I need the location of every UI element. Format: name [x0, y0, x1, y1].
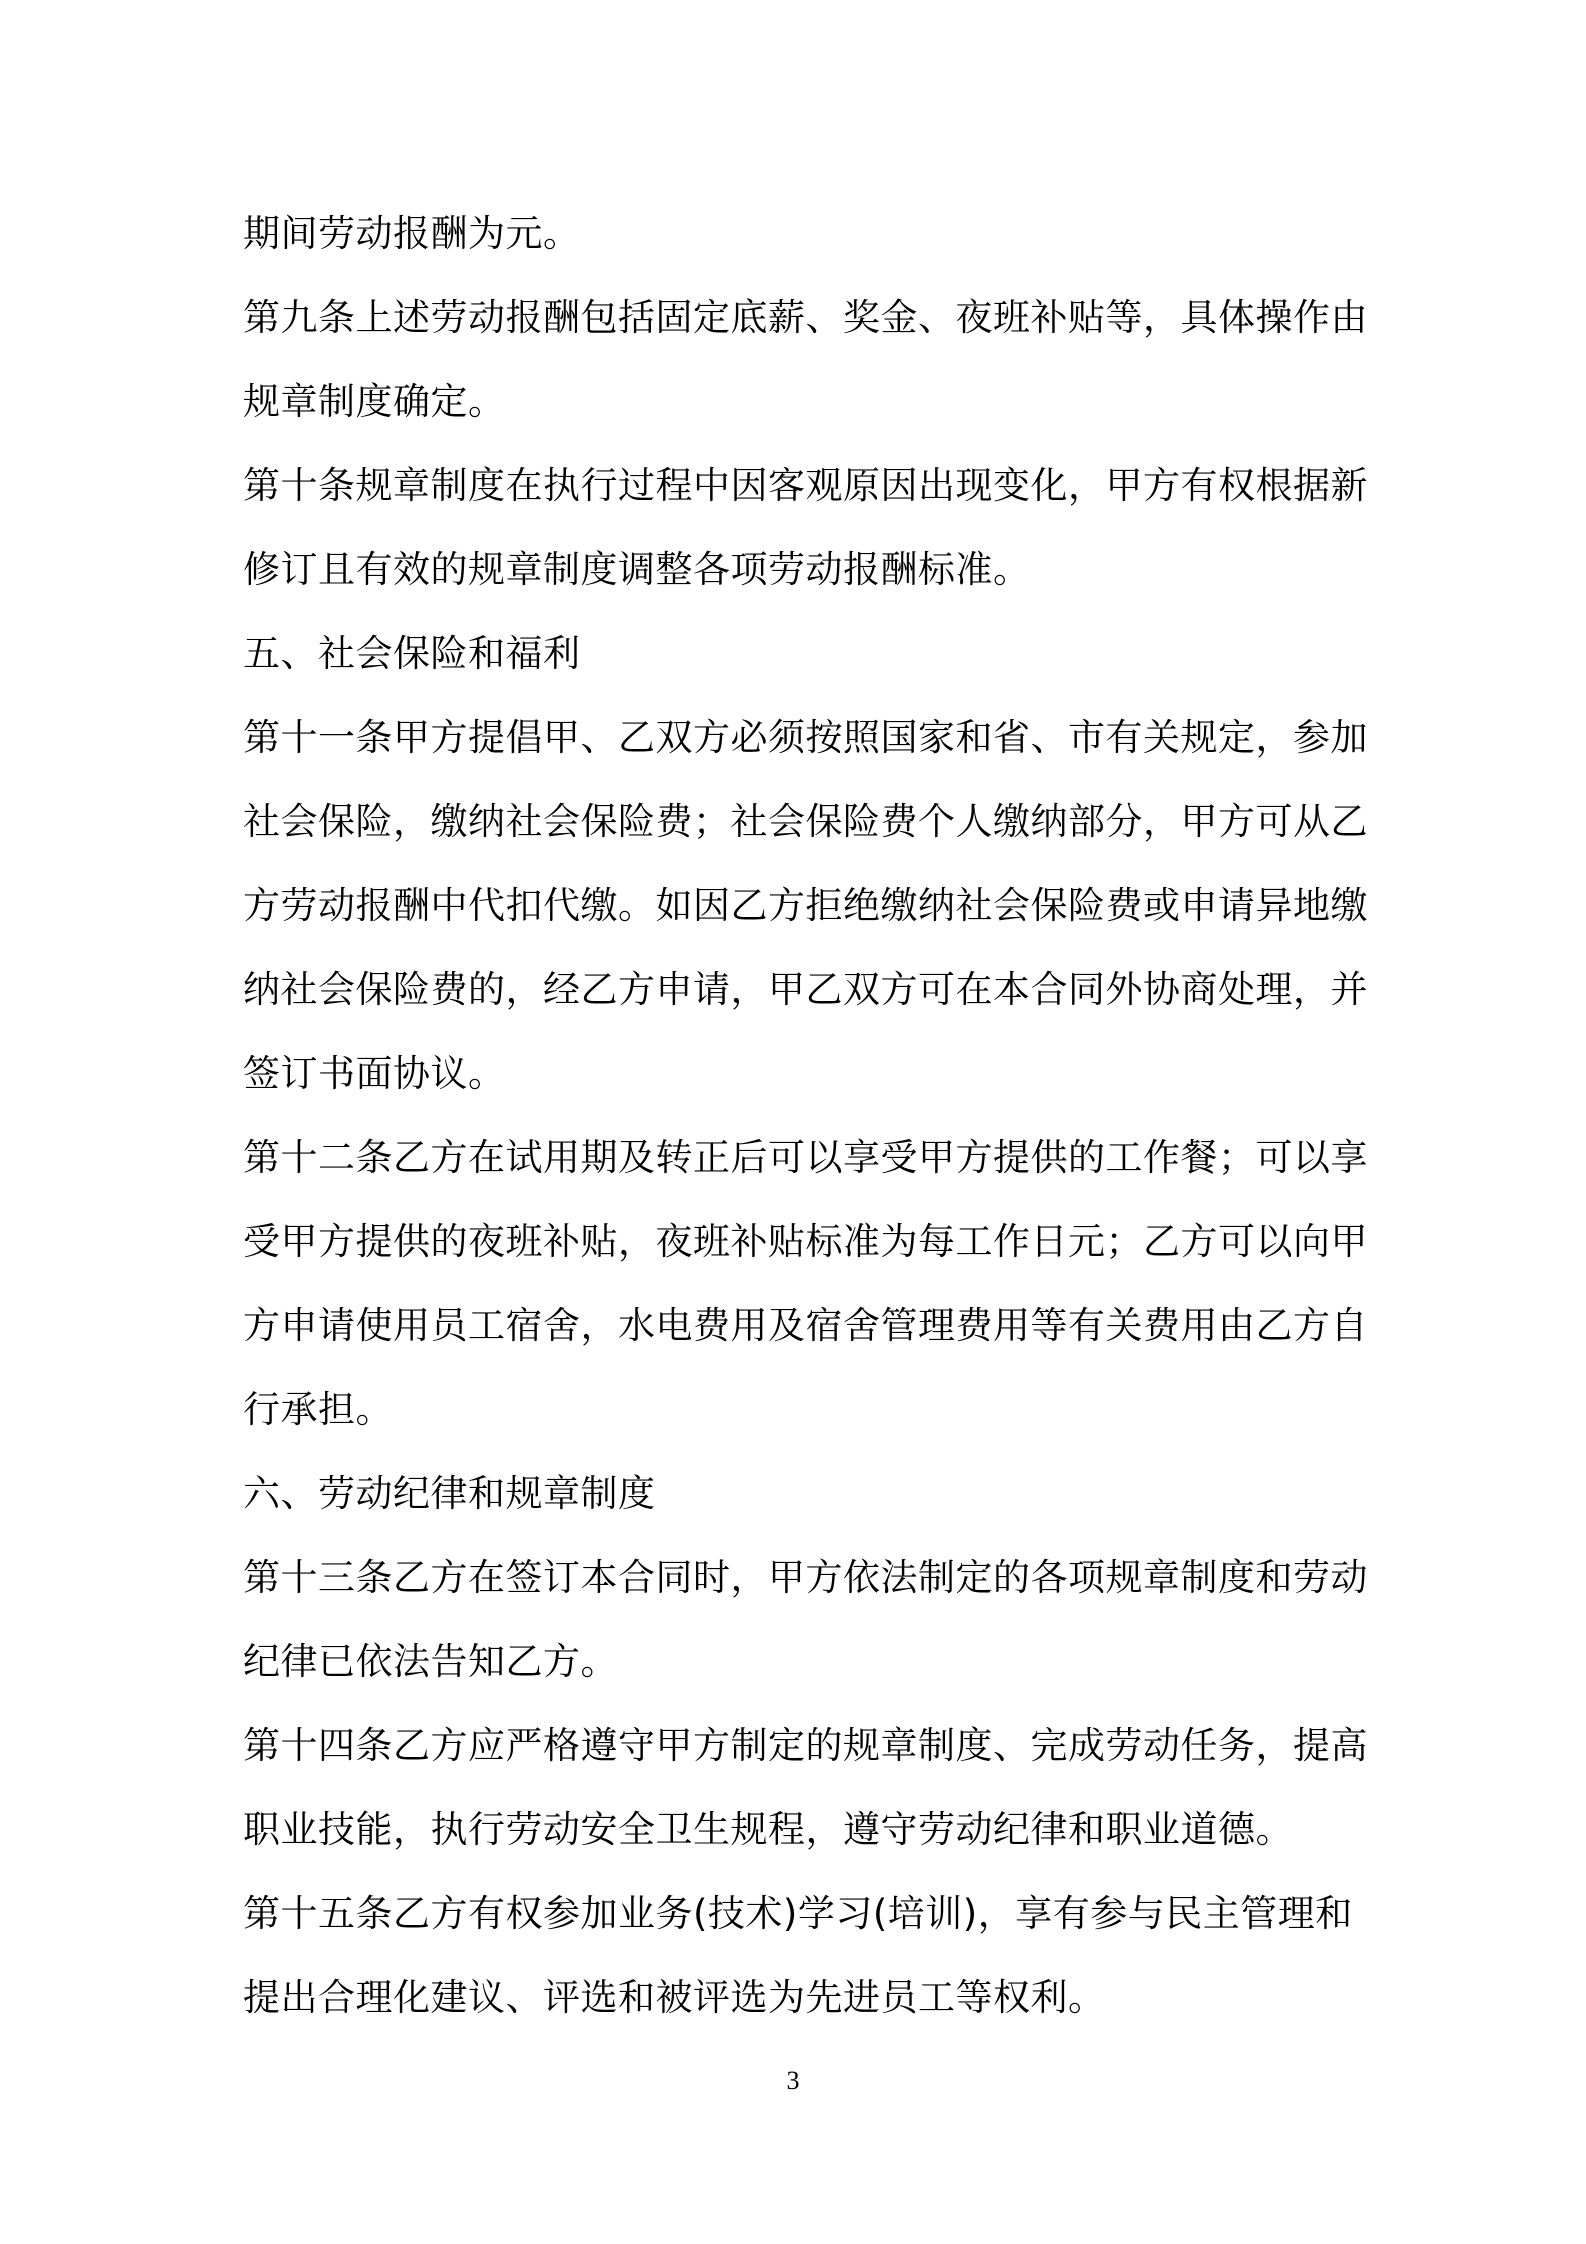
article-13-line-1: 第十三条乙方在签订本合同时，甲方依法制定的各项规章制度和劳动 [243, 1556, 1368, 1599]
text-line: 期间劳动报酬为元。 [243, 212, 581, 255]
article-13-line-2: 纪律已依法告知乙方。 [243, 1640, 618, 1683]
article-14-line-1: 第十四条乙方应严格遵守甲方制定的规章制度、完成劳动任务，提高 [243, 1724, 1368, 1767]
article-11-line-4: 纳社会保险费的，经乙方申请，甲乙双方可在本合同外协商处理，并 [243, 968, 1368, 1011]
article-12-line-3: 方申请使用员工宿舍，水电费用及宿舍管理费用等有关费用由乙方自 [243, 1304, 1368, 1347]
article-12-line-2: 受甲方提供的夜班补贴，夜班补贴标准为每工作日元；乙方可以向甲 [243, 1220, 1368, 1263]
article-9-line-1: 第九条上述劳动报酬包括固定底薪、奖金、夜班补贴等，具体操作由 [243, 296, 1368, 339]
article-12-line-4: 行承担。 [243, 1388, 393, 1431]
section-heading-labor-discipline: 六、劳动纪律和规章制度 [243, 1472, 656, 1515]
article-9-line-2: 规章制度确定。 [243, 380, 506, 423]
article-10-line-1: 第十条规章制度在执行过程中因客观原因出现变化，甲方有权根据新 [243, 464, 1368, 507]
article-14-line-2: 职业技能，执行劳动安全卫生规程，遵守劳动纪律和职业道德。 [243, 1808, 1293, 1851]
article-11-line-1: 第十一条甲方提倡甲、乙双方必须按照国家和省、市有关规定，参加 [243, 716, 1368, 759]
article-11-line-3: 方劳动报酬中代扣代缴。如因乙方拒绝缴纳社会保险费或申请异地缴 [243, 884, 1368, 927]
document-body [243, 192, 1368, 2040]
article-11-line-2: 社会保险，缴纳社会保险费；社会保险费个人缴纳部分，甲方可从乙 [243, 800, 1368, 843]
article-11-line-5: 签订书面协议。 [243, 1052, 506, 1095]
article-15-line-1: 第十五条乙方有权参加业务(技术)学习(培训)，享有参与民主管理和 [243, 1892, 1353, 1935]
section-heading-social-insurance: 五、社会保险和福利 [243, 632, 581, 675]
article-15-line-2: 提出合理化建议、评选和被评选为先进员工等权利。 [243, 1976, 1106, 2019]
page-number: 3 [786, 2066, 800, 2095]
article-12-line-1: 第十二条乙方在试用期及转正后可以享受甲方提供的工作餐；可以享 [243, 1136, 1368, 1179]
article-10-line-2: 修订且有效的规章制度调整各项劳动报酬标准。 [243, 548, 1031, 591]
